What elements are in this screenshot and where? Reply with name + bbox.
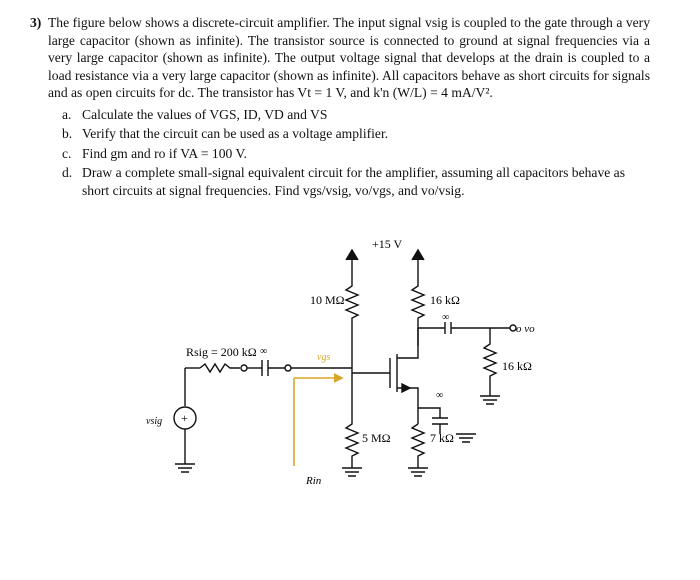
resistor-gate-top [346, 274, 358, 368]
label-r-load: 16 kΩ [502, 359, 532, 373]
resistor-gate-bottom [346, 388, 358, 468]
resistor-source [412, 424, 424, 468]
label-cs-infinity: ∞ [436, 390, 444, 401]
label-r-gate-bottom: 5 MΩ [362, 431, 391, 445]
capacitor-in [262, 360, 268, 376]
rin-marker [294, 378, 340, 466]
part-a: a. Calculate the values of VGS, ID, VD and VS [62, 106, 328, 122]
label-cin-infinity: ∞ [260, 346, 268, 357]
label-r-source: 7 kΩ [430, 431, 454, 445]
ground-gate [342, 468, 362, 476]
ground-cs [456, 434, 476, 442]
label-vsig: vsig [146, 416, 163, 427]
mosfet [380, 346, 418, 403]
label-r-drain: 16 kΩ [430, 293, 460, 307]
problem-parts [52, 106, 650, 200]
supply-label: +15 V [372, 237, 403, 251]
label-cout-infinity: ∞ [442, 312, 450, 323]
resistor-load [484, 328, 496, 396]
label-r-sig: Rsig = 200 kΩ [186, 345, 257, 359]
amplifier-circuit-diagram [140, 228, 560, 500]
ground-rs [408, 468, 428, 476]
part-d: d. Draw a complete small-signal equivalent circuit for the amplifier, assuming all capacitors behave as short circuits at signal frequencies. Find vgs/vsig, vo/vgs, and vo/vsig. [62, 165, 626, 198]
ground-source [175, 464, 195, 472]
ground-load [480, 396, 500, 404]
label-vo: o vo [516, 323, 535, 335]
problem-statement: The figure below shows a discrete-circuit amplifier. The input signal vsig is coupled to the gate through a very large capacitor (shown as infinite). The transistor source is connected to ground at signal frequencies via a very large capacitor (shown as infinite). The output voltage signal that develops at the drain is coupled to a load resistance via a very large capacitor (shown as infinite). All capacitors behave as short circuits for signals and as open circuits for dc. The transistor has Vt = 1 V, and k'n (W/L) = 4 mA/V². [48, 15, 650, 100]
label-vgs: vgs [317, 352, 331, 363]
resistor-sig [200, 364, 240, 372]
capacitor-source [432, 418, 448, 424]
label-rin: Rin [306, 475, 322, 487]
problem-block [30, 14, 650, 201]
part-b: b. Verify that the circuit can be used as a voltage amplifier. [62, 126, 389, 141]
label-r-gate-top: 10 MΩ [310, 293, 345, 307]
label-source-sign: + [181, 411, 188, 425]
problem-number: 3) [30, 15, 42, 30]
capacitor-out [445, 322, 451, 334]
part-c: c. Find gm and ro if VA = 100 V. [62, 145, 247, 161]
